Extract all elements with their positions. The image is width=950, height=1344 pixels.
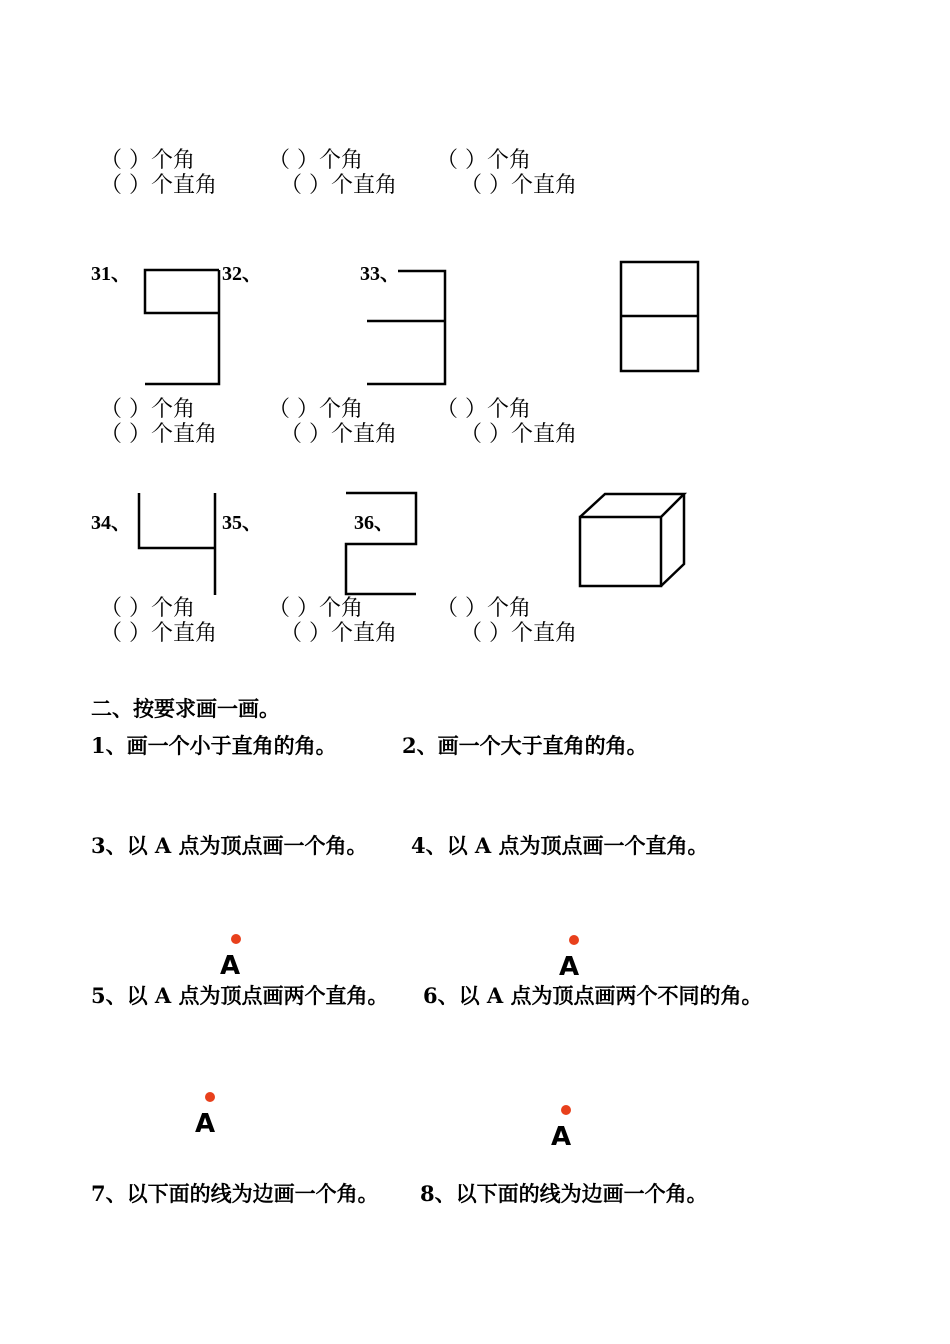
figure-cube-front [580,517,661,586]
blank-right-angle-4[interactable]: （ ）个直角 [100,422,217,447]
blank-angle-4[interactable]: （ ）个角 [100,397,195,422]
blank-angle-5[interactable]: （ ）个角 [268,397,363,422]
question-4: 4、以 A 点为顶点画一个直角。 [411,833,709,858]
blank-right-angle-3[interactable]: （ ）个直角 [460,173,577,198]
point-a-dot-5 [205,1092,215,1102]
point-a-label-6: A [551,1122,572,1152]
question-1: 1、画一个小于直角的角。 [91,733,337,758]
figure-31-shape [145,270,219,313]
blank-angle-6[interactable]: （ ）个角 [436,397,531,422]
blank-angle-8[interactable]: （ ）个角 [268,596,363,621]
point-a-dot-6 [561,1105,571,1115]
blank-angle-7[interactable]: （ ）个角 [100,596,195,621]
blank-angle-2[interactable]: （ ）个角 [268,148,363,173]
figure-number-31: 31、 [91,263,131,285]
figure-number-36: 36、 [354,512,394,534]
question-7: 7、以下面的线为边画一个角。 [91,1181,379,1206]
figure-number-34: 34、 [91,512,131,534]
figure-31-spine [145,270,219,384]
point-a-dot-4 [569,935,579,945]
question-5: 5、以 A 点为顶点画两个直角。 [91,983,389,1008]
point-a-label-3: A [220,951,241,981]
figure-cube-top [580,494,684,517]
question-3: 3、以 A 点为顶点画一个角。 [91,833,368,858]
blank-angle-1[interactable]: （ ）个角 [100,148,195,173]
blank-right-angle-1[interactable]: （ ）个直角 [100,173,217,198]
point-a-label-5: A [195,1109,216,1139]
figure-33-shape [367,271,445,384]
point-a-label-4: A [559,952,580,982]
question-6: 6、以 A 点为顶点画两个不同的角。 [423,983,763,1008]
blank-angle-9[interactable]: （ ）个角 [436,596,531,621]
figure-number-33: 33、 [360,263,400,285]
blank-right-angle-9[interactable]: （ ）个直角 [460,621,577,646]
question-2: 2、画一个大于直角的角。 [402,733,648,758]
blank-right-angle-5[interactable]: （ ）个直角 [280,422,397,447]
blank-angle-3[interactable]: （ ）个角 [436,148,531,173]
question-8: 8、以下面的线为边画一个角。 [420,1181,708,1206]
figure-34-shape [139,493,215,548]
figure-number-32: 32、 [222,263,262,285]
section-2-title: 二、按要求画一画。 [91,696,280,721]
blank-right-angle-8[interactable]: （ ）个直角 [280,621,397,646]
figure-number-35: 35、 [222,512,262,534]
figure-36-shape [346,493,416,594]
figure-cube-side [661,494,684,586]
blank-right-angle-2[interactable]: （ ）个直角 [280,173,397,198]
point-a-dot-3 [231,934,241,944]
blank-right-angle-6[interactable]: （ ）个直角 [460,422,577,447]
blank-right-angle-7[interactable]: （ ）个直角 [100,621,217,646]
